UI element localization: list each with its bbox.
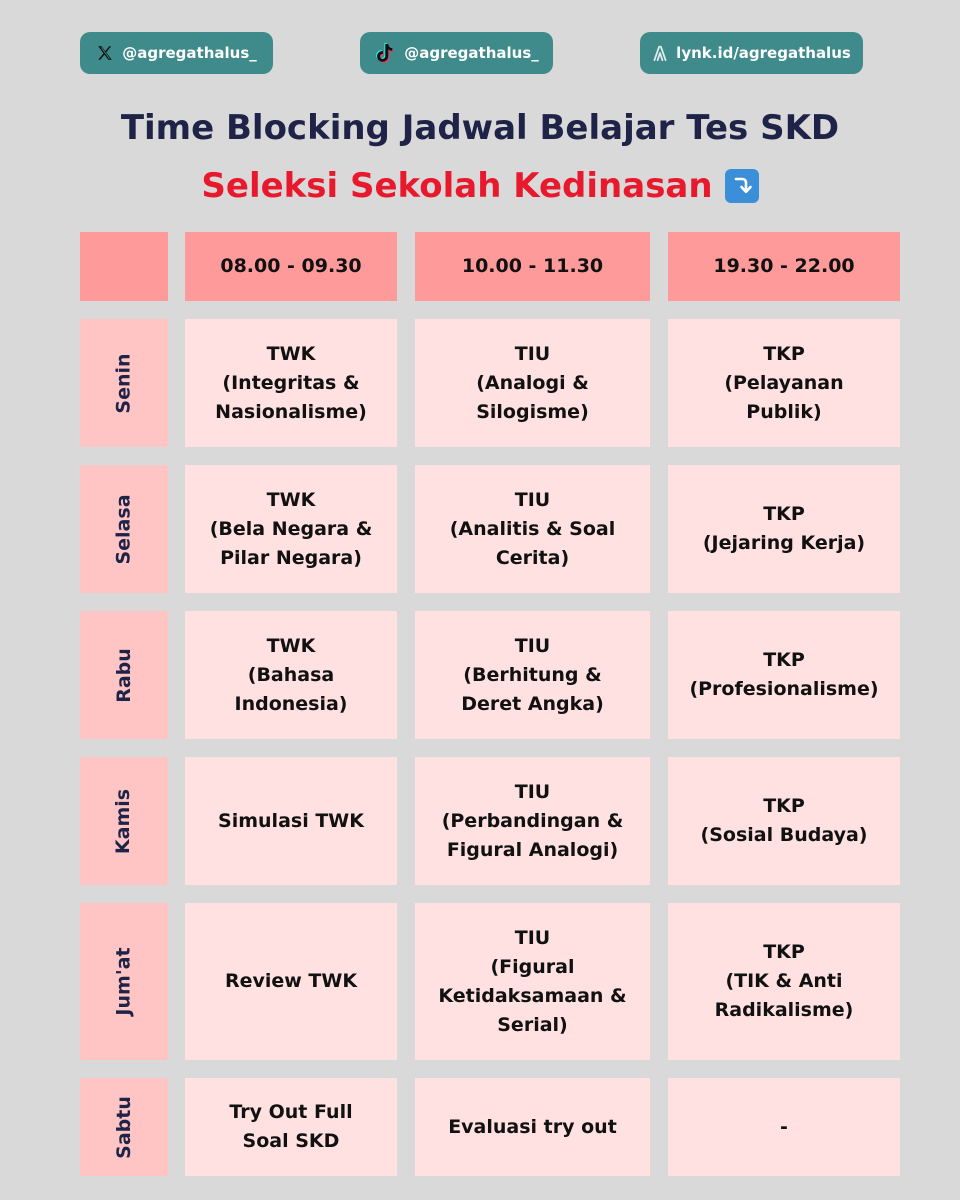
x-handle-pill[interactable] <box>80 32 273 74</box>
day-label: Selasa <box>112 493 135 565</box>
day-label-cell <box>80 903 168 1060</box>
time-slot-header: 08.00 - 09.30 <box>185 232 397 301</box>
day-label-cell <box>80 757 168 885</box>
schedule-cell: TKP (Sosial Budaya) <box>668 757 900 885</box>
day-label: Jum'at <box>112 947 135 1016</box>
schedule-cell: TKP (Jejaring Kerja) <box>668 465 900 593</box>
day-label-cell <box>80 319 168 447</box>
schedule-cell: TKP (Profesionalisme) <box>668 611 900 739</box>
time-slot-header: 10.00 - 11.30 <box>415 232 650 301</box>
schedule-cell: TIU (Analitis & Soal Cerita) <box>415 465 650 593</box>
lynk-logo-icon <box>652 44 668 62</box>
day-label: Kamis <box>112 788 135 854</box>
day-label-cell <box>80 1078 168 1176</box>
x-handle-text: @agregathalus_ <box>122 44 257 62</box>
day-label: Rabu <box>112 647 135 703</box>
schedule-cell: Simulasi TWK <box>185 757 397 885</box>
schedule-cell: TWK (Integritas & Nasionalisme) <box>185 319 397 447</box>
tiktok-handle-pill[interactable] <box>360 32 553 74</box>
schedule-cell: TIU (Analogi & Silogisme) <box>415 319 650 447</box>
lynk-link-pill[interactable] <box>640 32 863 74</box>
lynk-url-text: lynk.id/agregathalus <box>676 44 851 62</box>
day-label-cell <box>80 611 168 739</box>
schedule-cell: TIU (Berhitung & Deret Angka) <box>415 611 650 739</box>
schedule-cell: TKP (TIK & Anti Radikalisme) <box>668 903 900 1060</box>
day-label: Sabtu <box>112 1095 135 1159</box>
tiktok-logo-icon <box>374 42 396 64</box>
page-title: Time Blocking Jadwal Belajar Tes SKD <box>120 108 840 148</box>
schedule-cell: TIU (Figural Ketidaksamaan & Serial) <box>415 903 650 1060</box>
schedule-cell: TKP (Pelayanan Publik) <box>668 319 900 447</box>
time-slot-header: 19.30 - 22.00 <box>668 232 900 301</box>
header-corner-cell <box>80 232 168 301</box>
schedule-cell: TWK (Bela Negara & Pilar Negara) <box>185 465 397 593</box>
schedule-cell: TWK (Bahasa Indonesia) <box>185 611 397 739</box>
tiktok-handle-text: @agregathalus_ <box>404 44 539 62</box>
schedule-cell: - <box>668 1078 900 1176</box>
page-subtitle-row <box>0 166 960 206</box>
day-label: Senin <box>112 352 135 414</box>
day-label-cell <box>80 465 168 593</box>
page-subtitle: Seleksi Sekolah Kedinasan <box>201 166 713 206</box>
schedule-cell: TIU (Perbandingan & Figural Analogi) <box>415 757 650 885</box>
schedule-cell: Evaluasi try out <box>415 1078 650 1176</box>
schedule-cell: Try Out Full Soal SKD <box>185 1078 397 1176</box>
arrow-down-right-icon <box>725 169 759 203</box>
x-logo-icon <box>96 44 114 62</box>
schedule-cell: Review TWK <box>185 903 397 1060</box>
